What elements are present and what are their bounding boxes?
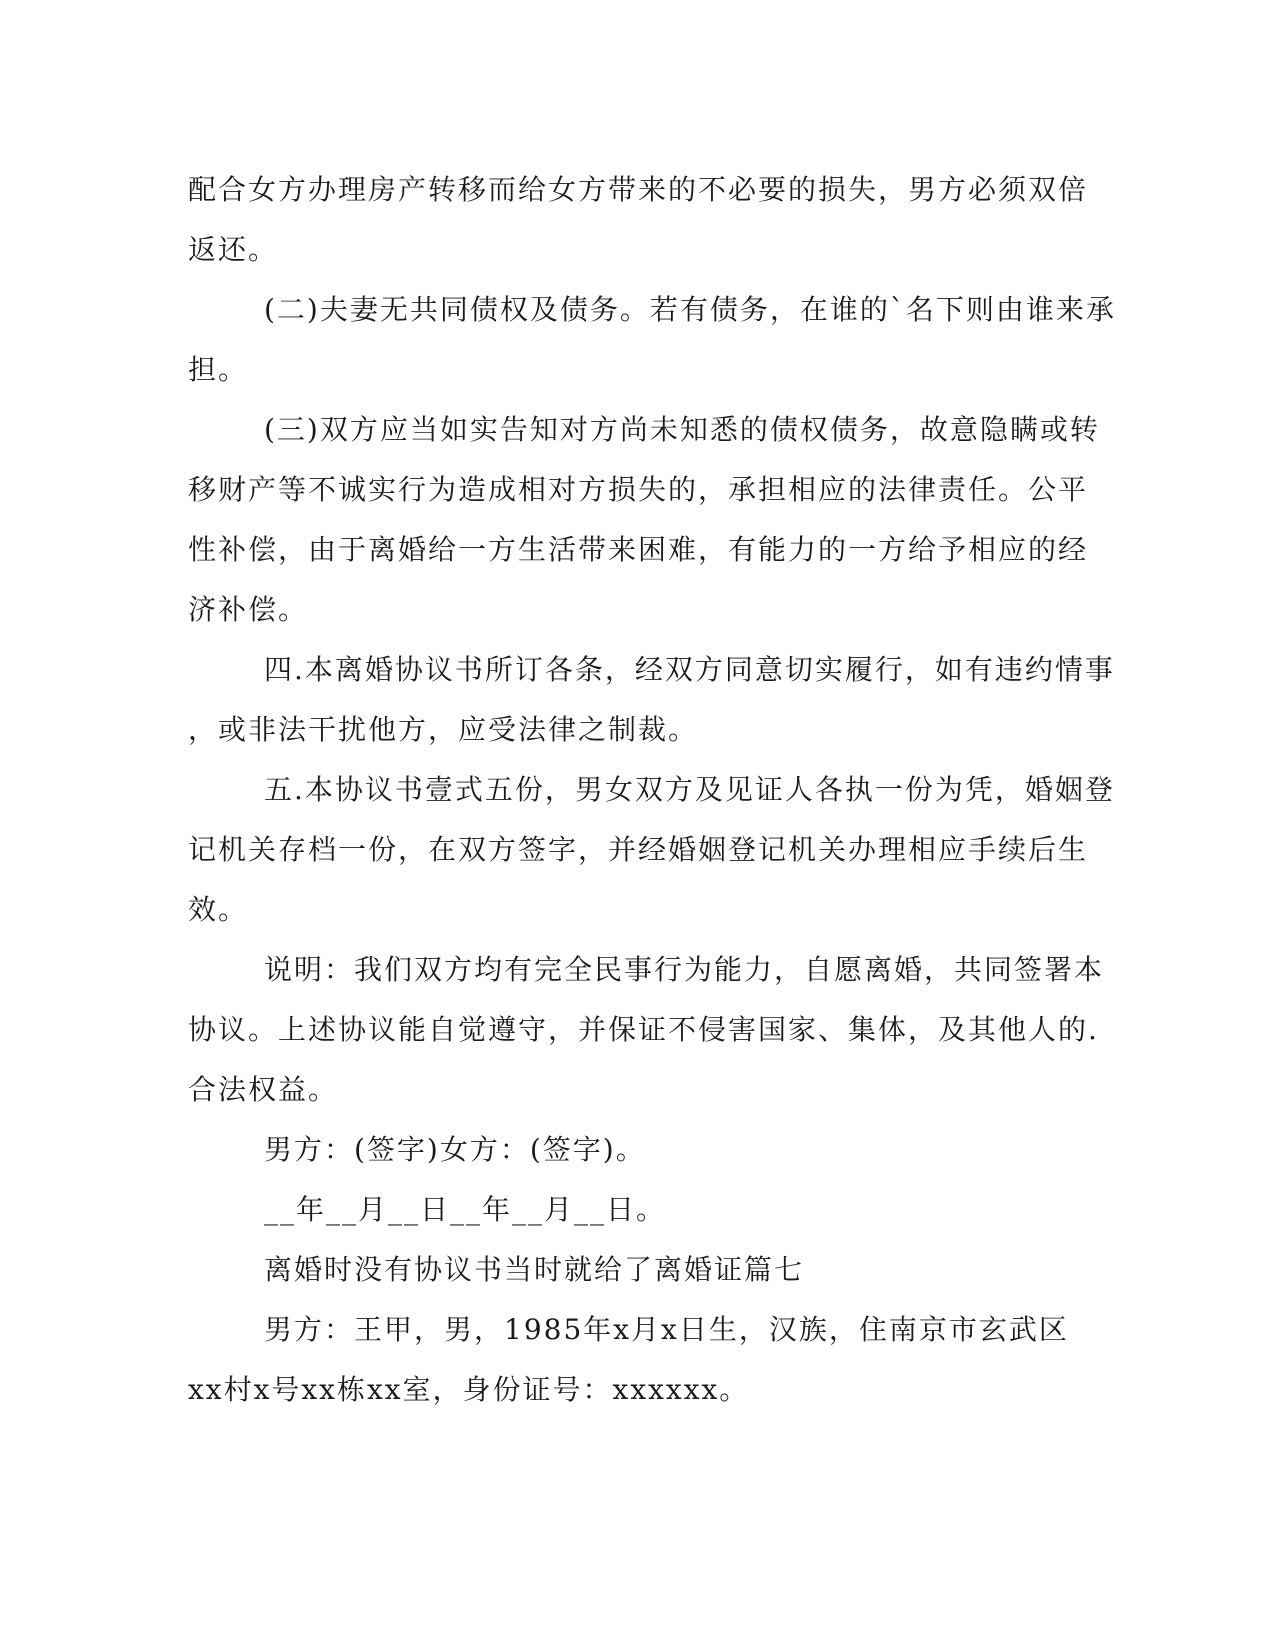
text-line: 性补偿，由于离婚给一方生活带来困难，有能力的一方给予相应的经: [188, 533, 1089, 566]
text-line: 配合女方办理房产转移而给女方带来的不必要的损失，男方必须双倍: [188, 173, 1089, 206]
text-line: 合法权益。: [188, 1073, 339, 1106]
text-line: 五.本协议书壹式五份，男女双方及见证人各执一份为凭，婚姻登: [264, 773, 1115, 806]
text-line: 担。: [188, 353, 249, 386]
text-line: xx村x号xx栋xx室，身份证号：xxxxxx。: [188, 1373, 750, 1406]
text-line: 协议。上述协议能自觉遵守，并保证不侵害国家、集体，及其他人的.: [188, 1013, 1099, 1046]
text-line: (三)双方应当如实告知对方尚未知悉的债权债务，故意隐瞒或转: [264, 413, 1100, 446]
text-line: 说明：我们双方均有完全民事行为能力，自愿离婚，共同签署本: [264, 953, 1105, 986]
document-body: [188, 160, 1116, 1420]
text-line: 移财产等不诚实行为造成相对方损失的，承担相应的法律责任。公平: [188, 473, 1089, 506]
text-line: 男方：王甲，男，1985年x月x日生，汉族，住南京市玄武区: [264, 1313, 1069, 1346]
text-line: 返还。: [188, 233, 279, 266]
date-line: __年__月__日__年__月__日。: [264, 1193, 667, 1226]
text-line: ，或非法干扰他方，应受法律之制裁。: [188, 713, 699, 746]
text-line: 四.本离婚协议书所订各条，经双方同意切实履行，如有违约情事: [264, 653, 1115, 686]
text-line: (二)夫妻无共同债权及债务。若有债务，在谁的`名下则由谁来承: [264, 293, 1116, 326]
signature-line: 男方：(签字)女方：(签字)。: [264, 1133, 646, 1166]
text-line: 济补偿。: [188, 593, 309, 626]
section-heading: 离婚时没有协议书当时就给了离婚证篇七: [264, 1253, 805, 1286]
text-line: 记机关存档一份，在双方签字，并经婚姻登记机关办理相应手续后生: [188, 833, 1089, 866]
text-line: 效。: [188, 893, 249, 926]
